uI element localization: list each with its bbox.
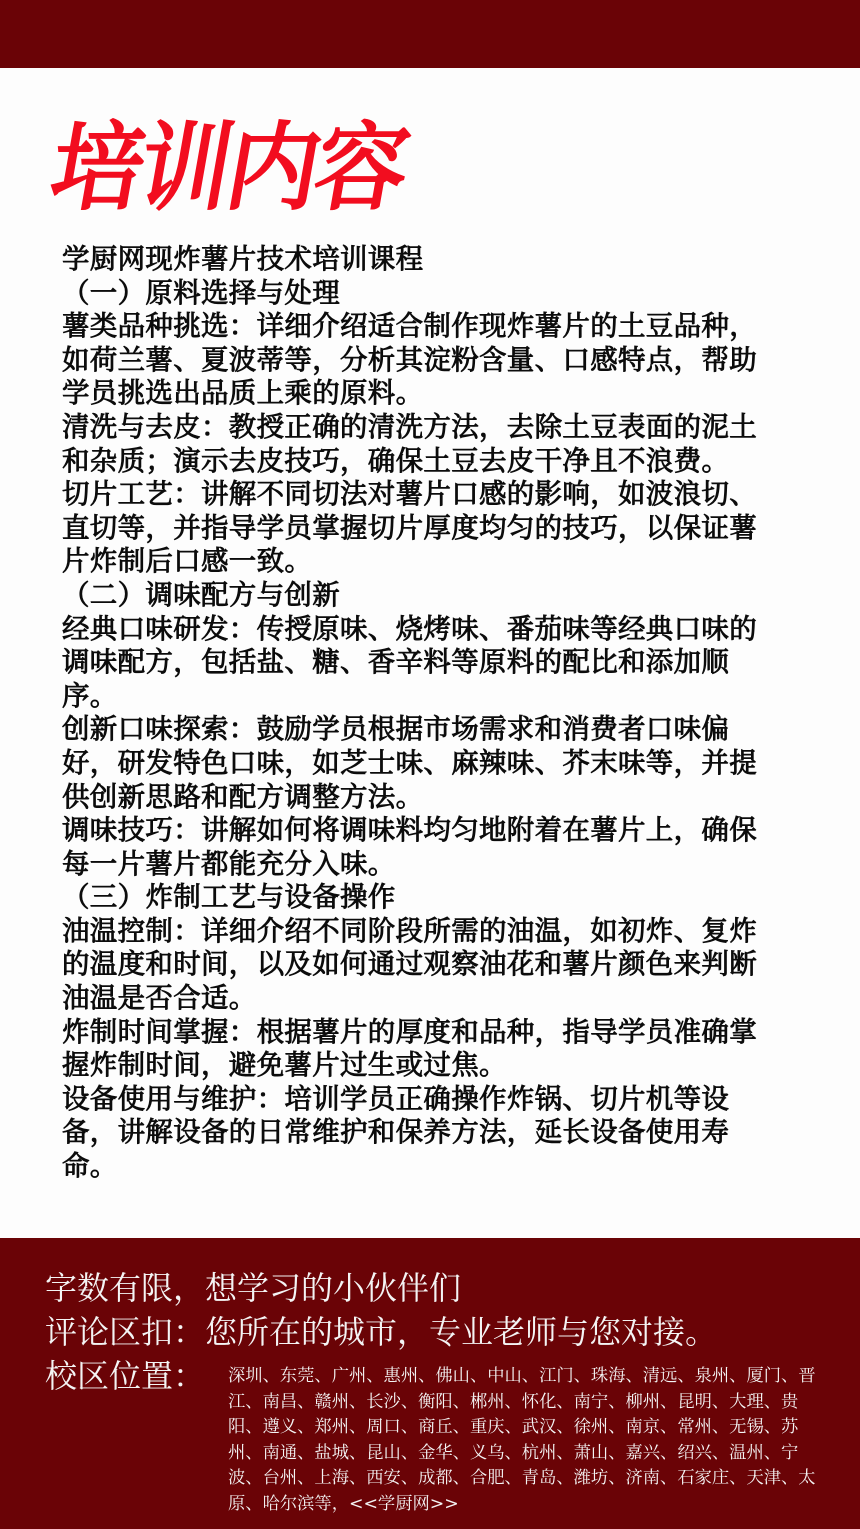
page-heading: 培训内容 — [42, 112, 415, 225]
section-2-item: 调味技巧：讲解如何将调味料均匀地附着在薯片上，确保每一片薯片都能充分入味。 — [62, 814, 757, 880]
course-title: 学厨网现炸薯片技术培训课程 — [62, 243, 424, 275]
section-3-item: 油温控制：详细介绍不同阶段所需的油温，如初炸、复炸的温度和时间，以及如何通过观察油花和薯片颜色来判断油温是否合适。 — [62, 914, 757, 1015]
footer-line-limited: 字数有限，想学习的小伙伴们 — [45, 1269, 462, 1307]
section-1-item: 切片工艺：讲解不同切法对薯片口感的影响，如波浪切、直切等，并指导学员掌握切片厚度均匀的技巧，以保证薯片炸制后口感一致。 — [62, 478, 757, 578]
course-content — [62, 243, 772, 1184]
section-3-item: 炸制时间掌握：根据薯片的厚度和品种，指导学员准确掌握炸制时间，避免薯片过生或过焦。 — [62, 1015, 757, 1082]
top-banner — [0, 0, 860, 68]
campus-city-list: 深圳、东莞、广州、惠州、佛山、中山、江门、珠海、清远、泉州、厦门、晋江、南昌、赣州、长沙、衡阳、郴州、怀化、南宁、柳州、昆明、大理、贵阳、遵义、郑州、周口、商丘、重庆、武汉、徐州、南京、常州、无锡、苏州、南通、盐城、昆山、金华、义乌、杭州、萧山、嘉兴、绍兴、温州、宁波、台州、上海、西安、成都、合肥、青岛、潍坊、济南、石家庄、天津、太原、哈尔滨等，<<学厨网>> — [228, 1366, 816, 1514]
footer-panel — [0, 1238, 860, 1529]
section-1-item: 薯类品种挑选：详细介绍适合制作现炸薯片的土豆品种，如荷兰薯、夏波蒂等，分析其淀粉含量、口感特点，帮助学员挑选出品质上乘的原料。 — [62, 310, 757, 410]
section-2-item: 创新口味探索：鼓励学员根据市场需求和消费者口味偏好，研发特色口味，如芝士味、麻辣味、芥末味等，并提供创新思路和配方调整方法。 — [62, 713, 757, 813]
section-title-1: （一）原料选择与处理 — [62, 276, 340, 309]
footer-line-comment: 评论区扣：您所在的城市，专业老师与您对接。 — [45, 1313, 718, 1351]
section-2-item: 经典口味研发：传授原味、烧烤味、番茄味等经典口味的调味配方，包括盐、糖、香辛料等原料的配比和添加顺序。 — [62, 612, 757, 712]
section-title-2: （二）调味配方与创新 — [62, 578, 340, 611]
section-3-item: 设备使用与维护：培训学员正确操作炸锅、切片机等设备，讲解设备的日常维护和保养方法，延长设备使用寿命。 — [62, 1082, 730, 1183]
section-title-3: （三）炸制工艺与设备操作 — [62, 881, 396, 914]
section-1-item: 清洗与去皮：教授正确的清洗方法，去除土豆表面的泥土和杂质；演示去皮技巧，确保土豆去皮干净且不浪费。 — [62, 410, 757, 477]
campus-label: 校区位置： — [45, 1357, 206, 1395]
